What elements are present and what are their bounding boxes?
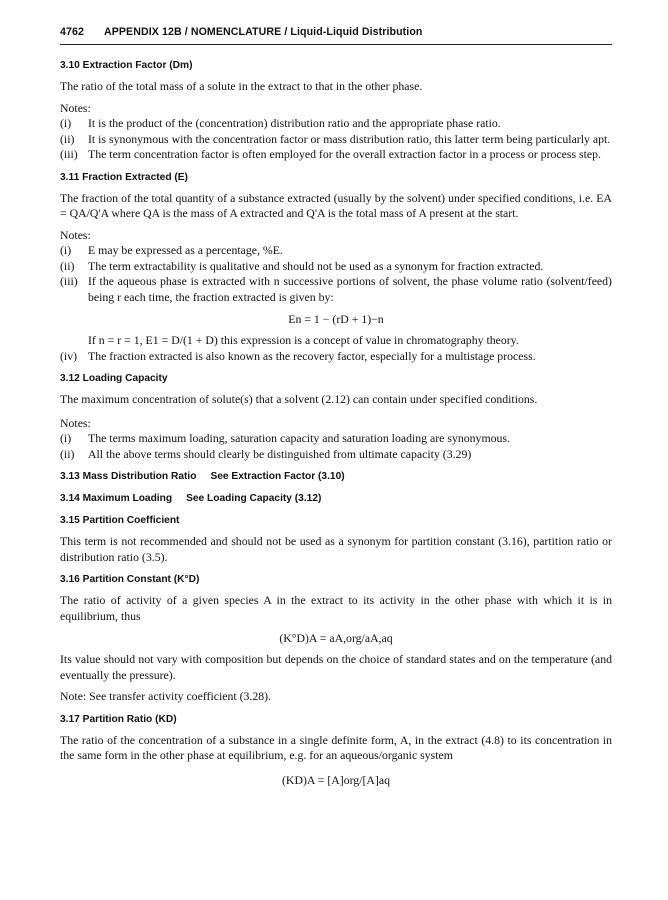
note-item: (ii) It is synonymous with the concentration factor or mass distribution ratio, this latter term being particularly apt. [60,131,611,146]
note-item: (i) The terms maximum loading, saturation capacity and saturation loading are synonymous. [60,431,510,445]
note-continuation: If n = r = 1, E1 = D/(1 + D) this expression is a concept of value in chromatography theory. [88,333,519,347]
note-item: (iii) The term concentration factor is often employed for the overall extraction factor in a process or process step. [60,147,601,161]
running-header [60,26,612,45]
cross-reference: See Extraction Factor (3.10) [210,471,345,482]
notes-label: Notes: [60,415,91,430]
page-number: 4762 [60,26,84,38]
note-item: (i) It is the product of the (concentration) distribution ratio and the appropriate phase ratio. [60,116,501,130]
section-3-12-intro: The maximum concentration of solute(s) that a solvent (2.12) can contain under specified conditions. [60,392,538,406]
section-heading-3-13: 3.13 Mass Distribution Ratio See Extraction Factor (3.10) [60,471,345,482]
section-3-10-intro: The ratio of the total mass of a solute in the extract to that in the other phase. [60,79,423,93]
section-3-16-after: Its value should not vary with composition but depends on the choice of standard states and on the temperature (and eventually the pressure). [60,652,612,682]
section-heading-3-10: 3.10 Extraction Factor (Dm) [60,60,193,71]
section-heading-3-14: 3.14 Maximum Loading See Loading Capacity (3.12) [60,493,322,504]
note-item: (iii) If the aqueous phase is extracted with n successive portions of solvent, the phase volume ratio (solvent/feed) being r each time, the fraction extracted is given by: [60,274,612,304]
section-heading-3-17: 3.17 Partition Ratio (KD) [60,713,177,725]
section-3-17-intro: The ratio of the concentration of a substance in a single definite form, A, in the extract (4.8) to its concentration in the same form in the other phase at equilibrium, e.g. for an aqueous/organic system [60,732,612,762]
equation-partition-ratio: (KD)A = [A]org/[A]aq [282,772,390,787]
section-heading-3-15: 3.15 Partition Coefficient [60,515,180,526]
section-3-15-intro: This term is not recommended and should not be used as a synonym for partition constant (3.16), partition ratio or distribution ratio (3.5). [60,534,612,564]
note-item: (ii) All the above terms should clearly be distinguished from ultimate capacity (3.29) [60,446,472,461]
notes-label: Notes: [60,100,91,115]
section-3-16-intro: The ratio of activity of a given species A in the extract to its activity in the other phase with which it is in equilibrium, thus [60,593,612,623]
section-heading-3-12: 3.12 Loading Capacity [60,373,168,384]
section-3-11-intro: The fraction of the total quantity of a substance extracted (usually by the solvent) under specified conditions, i.e. EA = QA/Q'A where QA is the mass of A extracted and Q'A is the total mass of A present at the start. [60,190,612,220]
equation-partition-constant: (K°D)A = aA,org/aA,aq [279,631,393,645]
notes-label: Notes: [60,227,91,242]
page [60,26,612,788]
note-item: (iv) The fraction extracted is also known as the recovery factor, especially for a multistage process. [60,348,536,363]
equation-fraction-extracted: En = 1 − (rD + 1)−n [288,312,384,326]
section-heading-3-11: 3.11 Fraction Extracted (E) [60,171,188,183]
note-item: (ii) The term extractability is qualitative and should not be used as a synonym for fraction extracted. [60,258,544,273]
section-heading-3-16: 3.16 Partition Constant (K°D) [60,574,200,585]
cross-reference: See Loading Capacity (3.12) [186,493,322,504]
section-3-16-note: Note: See transfer activity coefficient (3.28). [60,689,272,703]
running-title: APPENDIX 12B / NOMENCLATURE / Liquid-Liquid Distribution [103,26,423,38]
note-item: (i) E may be expressed as a percentage, %E. [60,243,283,257]
